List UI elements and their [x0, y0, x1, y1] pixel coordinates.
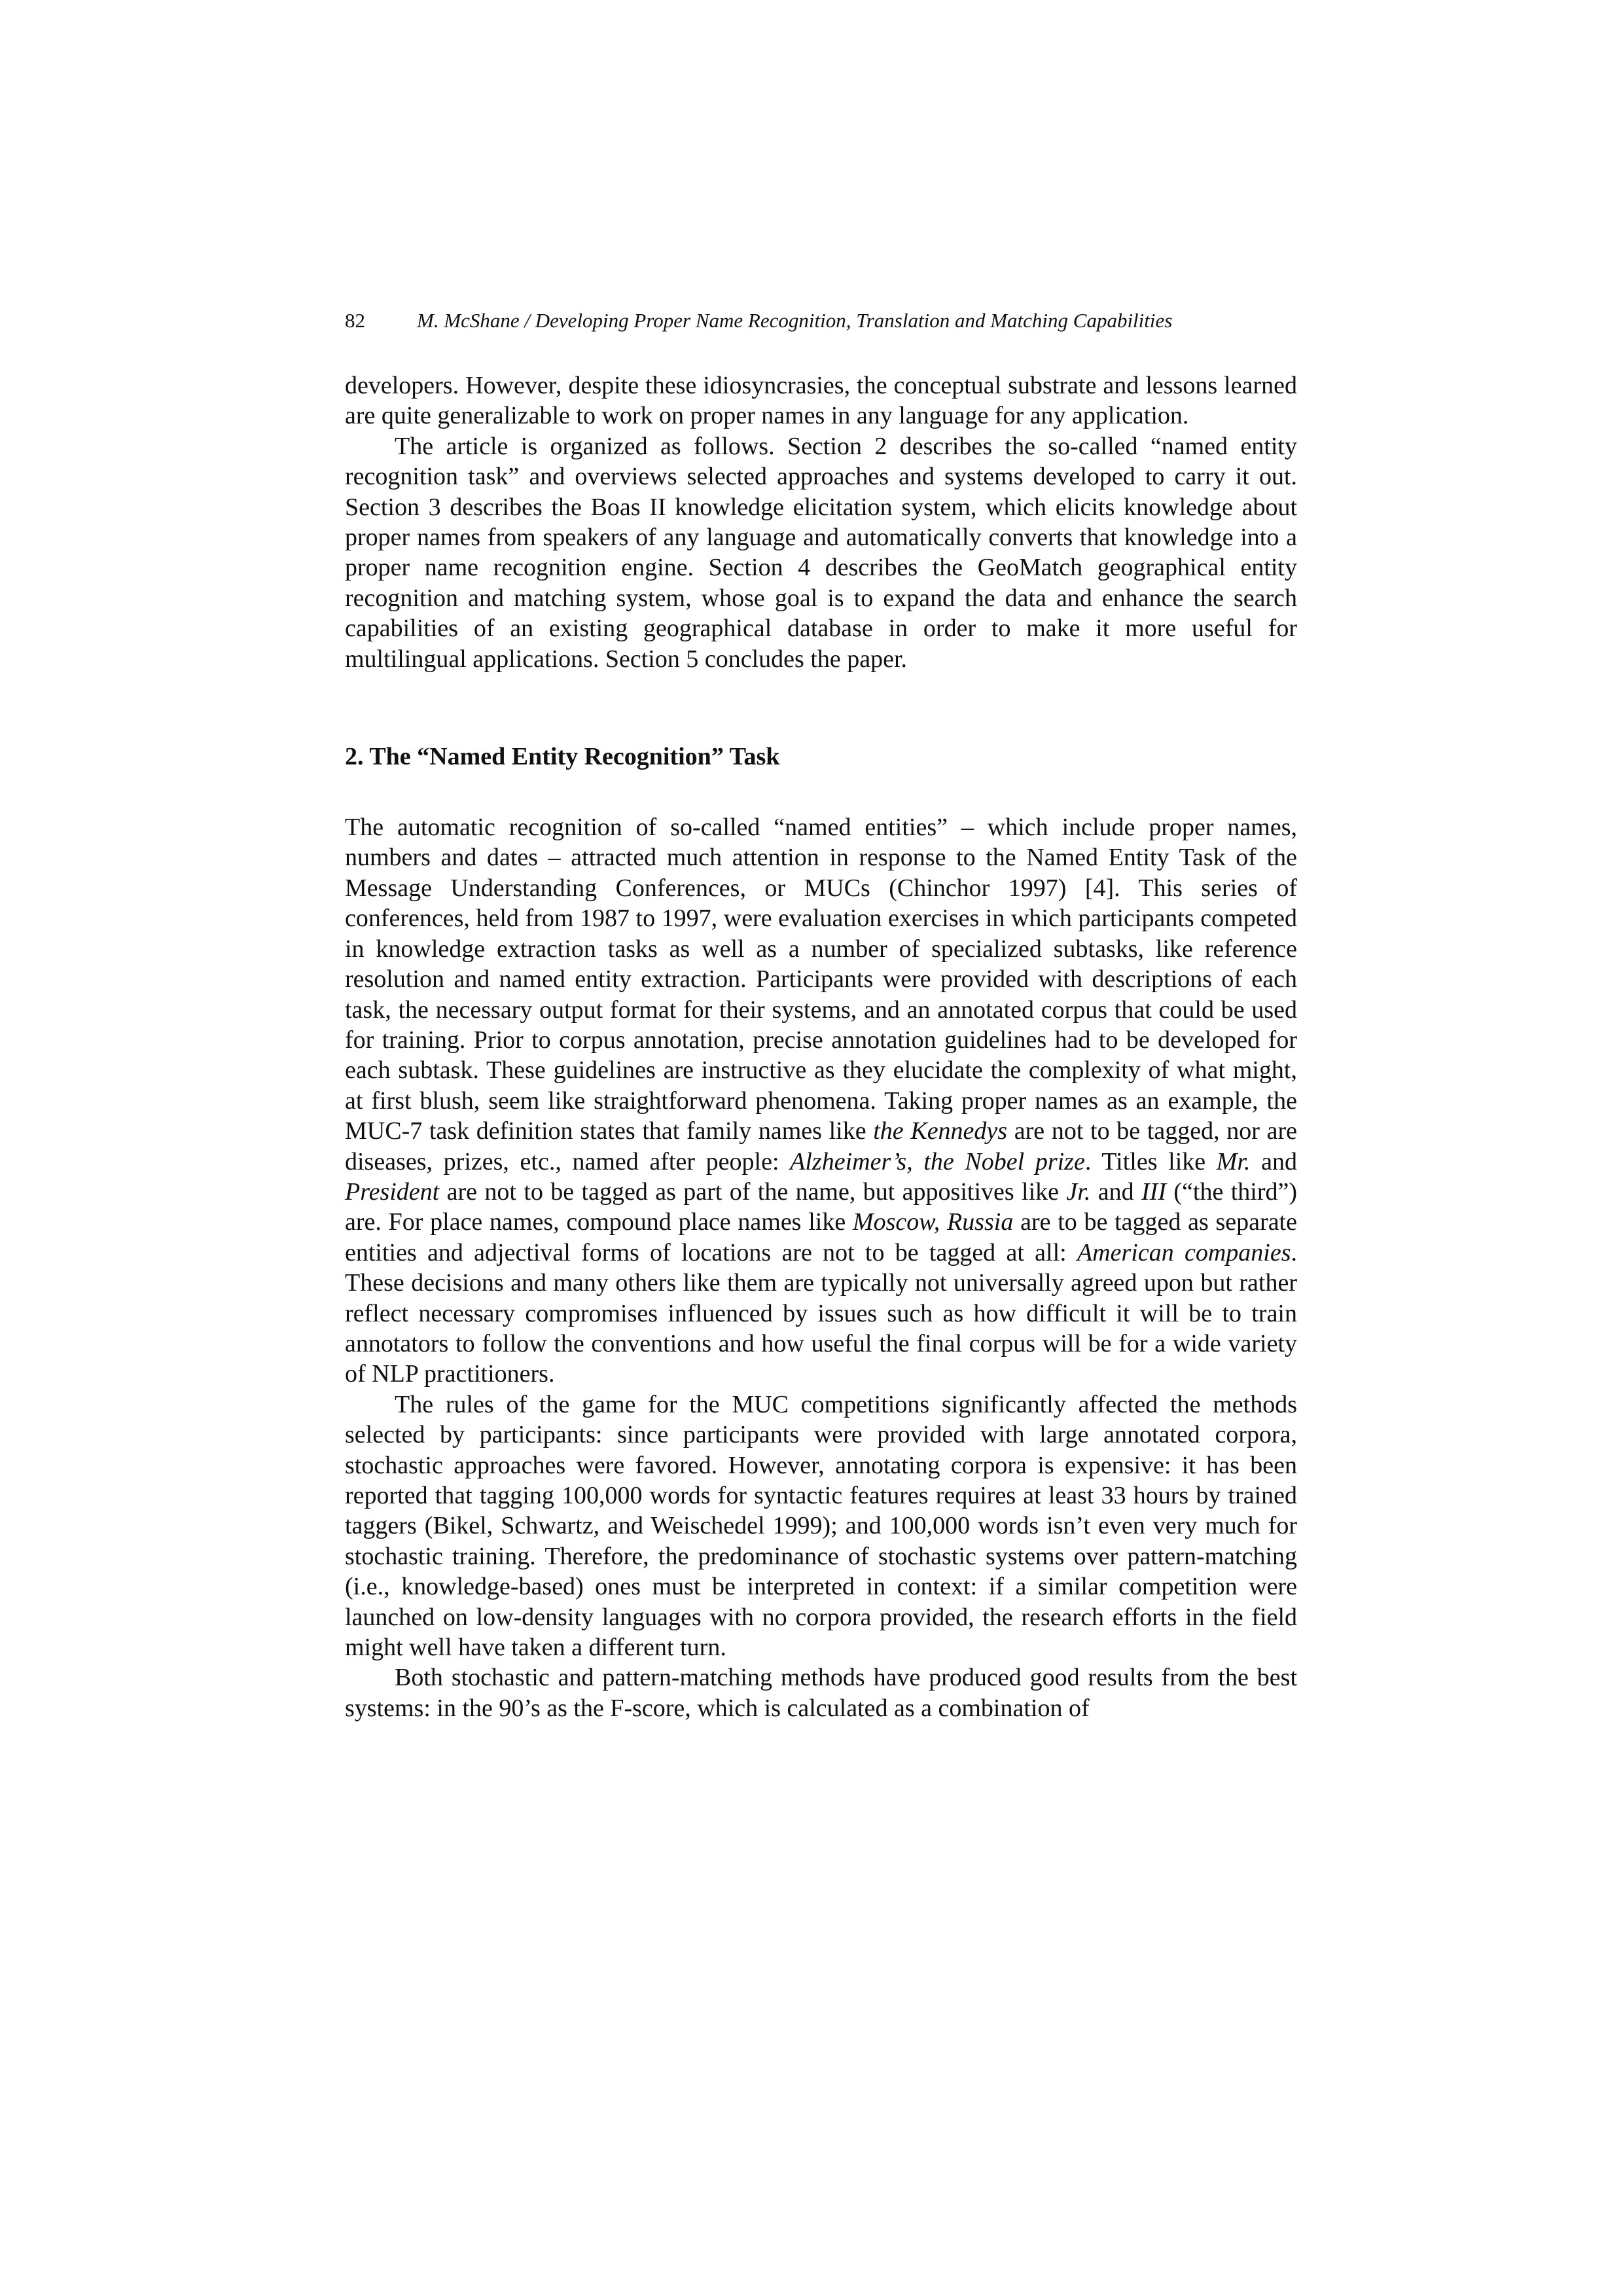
example-term: Mr. — [1216, 1147, 1251, 1175]
page-number: 82 — [345, 309, 365, 332]
example-term: III — [1141, 1177, 1166, 1206]
running-head — [345, 308, 1297, 334]
intro-paragraph-2: The article is organized as follows. Section 2 describes the so-called “named entity recognition task” and overviews selected approaches and systems developed to carry it out. Section 3 describes the Boas II knowledge elicitation system, which elicits knowledge about proper names from speakers of any language and automatically converts that knowledge into a proper name recognition engine. Section 4 describes the GeoMatch geographical entity recognition and matching system, whose goal is to expand the data and enhance the search capabilities of an existing geographical database in order to make it more useful for multilingual applications. Section 5 concludes the paper. — [345, 432, 1297, 673]
example-term: the Kennedys — [873, 1117, 1008, 1145]
running-title: M. McShane / Developing Proper Name Recognition, Translation and Matching Capabilities — [417, 309, 1173, 332]
intro-paragraph-1: developers. However, despite these idiosyncrasies, the conceptual substrate and lessons learned are quite generalizable to work on proper names in any language for any application. — [345, 372, 1297, 430]
example-term: President — [345, 1177, 440, 1206]
section2-paragraph-2: The rules of the game for the MUC competitions significantly affected the methods selected by participants: since participants were provided with large annotated corpora, stochastic approaches were favored. However, annotating corpora is expensive: it has been reported that tagging 100,000 words for syntactic features requires at least 33 hours by trained taggers (Bikel, Schwartz, and Weischedel 1999); and 100,000 words isn’t even very much for stochastic training. Therefore, the predominance of stochastic systems over pattern-matching (i.e., knowledge-based) ones must be interpreted in context: if a similar competition were launched on low-density languages with no corpora provided, the research efforts in the field might well have taken a different turn. — [345, 1390, 1297, 1662]
section-heading: 2. The “Named Entity Recognition” Task — [345, 743, 780, 771]
example-term: Alzheimer’s, the Nobel prize — [790, 1147, 1085, 1175]
example-term: Moscow, Russia — [852, 1208, 1014, 1236]
example-term: American companies — [1077, 1238, 1291, 1266]
example-term: Jr. — [1066, 1177, 1091, 1206]
section2-paragraph-1: The automatic recognition of so-called “named entities” – which include proper names, numbers and dates – attracted much attention in response to the Named Entity Task of the Message Understanding Conferences, or MUCs (Chinchor 1997) [4]. This series of conferences, held from 1987 to 1997, were evaluation exercises in which participants competed in knowledge extraction tasks as well as a number of specialized subtasks, like reference resolution and named entity extraction. Participants were provided with descriptions of each task, the necessary output format for their systems, and an annotated corpus that could be used for training. Prior to corpus annotation, precise annotation guidelines had to be developed for each subtask. These guidelines are instructive as they elucidate the complexity of what might, at first blush, seem like straightforward phenomena. Taking proper names as an example, the MUC-7 task definition states that family names like the Kennedys are not to be tagged, nor are diseases, prizes, etc., named after people: Alzheimer’s, the Nobel prize. Titles like Mr. and President are not to be tagged as part of the name, but appositives like Jr. and III (“the third”) are. For place names, compound place names like Moscow, Russia are to be tagged as separate entities and adjectival forms of locations are not to be tagged at all: American companies. These decisions and many others like them are typically not universally agreed upon but rather reflect necessary compromises influenced by issues such as how difficult it will be to train annotators to follow the conventions and how useful the final corpus will be for a wide variety of NLP practitioners. — [345, 814, 1298, 1388]
section2-paragraph-3: Both stochastic and pattern-matching methods have produced good results from the best systems: in the 90’s as the F-score, which is calculated as a combination of — [345, 1664, 1297, 1722]
page-body — [345, 308, 1297, 1723]
